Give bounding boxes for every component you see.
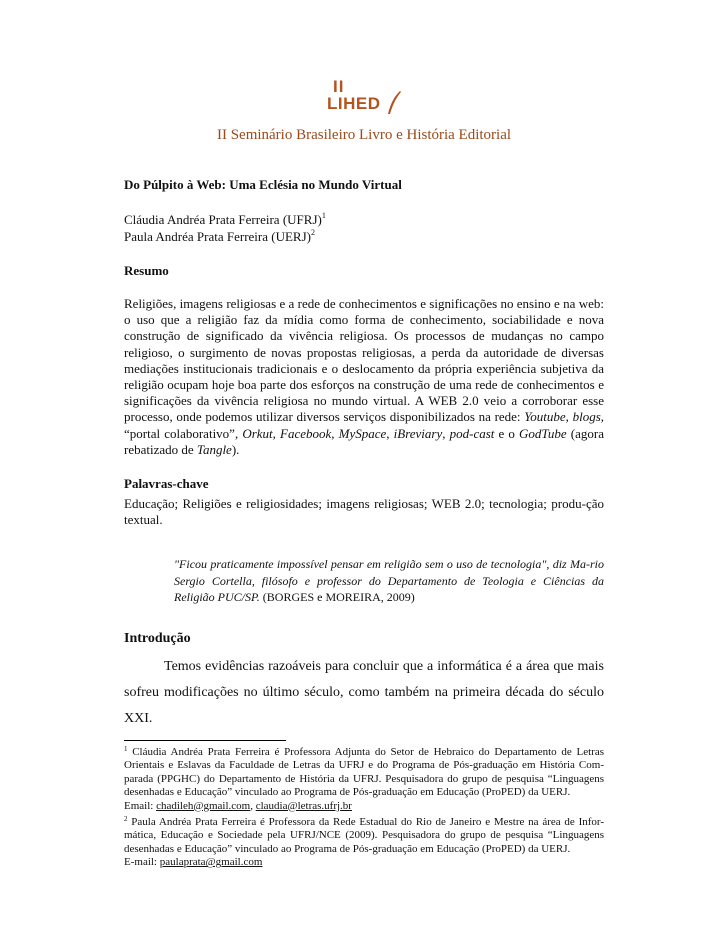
separator: ,: [250, 799, 256, 812]
footnote-1: [124, 743, 604, 813]
term-youtube: Youtube: [524, 409, 566, 425]
epigraph-quote: [174, 556, 604, 606]
email-label: E-mail:: [124, 856, 160, 869]
footnote-2-number: 2: [124, 815, 128, 824]
author-1-footnote-ref[interactable]: 1: [321, 211, 326, 220]
separator: ,: [565, 409, 573, 425]
term-godtube: GodTube: [519, 425, 567, 441]
palavras-text: Educação; Religiões e religiosidades; imagens religiosas; WEB 2.0; tecnologia; produ-ção textual.: [124, 496, 604, 528]
separator: ,: [272, 425, 281, 441]
author-2-footnote-ref[interactable]: 2: [311, 228, 315, 237]
footnote-1-text: Cláudia Andréa Prata Ferreira é Professora Adjunta do Setor de Hebraico do Departamento de Letras Orientais e Eslavas da Faculdade de Letras da UFRJ e do Programa de Pós-graduação em História Com-parada (PPGHC) do Departamento de História da UFRJ. Pesquisadora do grupo de pesquisa “Linguagens desenhadas e Educação” vinculado ao Programa de Pós-graduação em Educação (ProPED) da UERJ.: [124, 746, 604, 799]
author-2: [124, 228, 315, 245]
resumo-text: Religiões, imagens religiosas e a rede de conhecimentos e significações no ensino e na web: o uso que a religião faz da mídia como forma de conhecimento, sociabilidade e nova construção de significado da vivência religiosa. Os processos de mudanças no campo religioso, o surgimento de novas propostas religiosas, a perda da autoridade de diversas mediações institucionais tradicionais e o deslocamento da própria experiência subjetiva da religião ocupam hoje boa parte dos esforços na construção de uma rede de conhecimentos e significações da vivência religiosa no mundo virtual. A WEB 2.0 veio a corroborar esse processo, onde podemos utilizar diversos serviços disponibilizados na rede:: [124, 296, 604, 425]
separator: ,: [442, 425, 450, 441]
term-orkut: Orkut: [242, 425, 273, 441]
term-tangle: Tangle: [196, 441, 232, 457]
footnote-1-number: 1: [124, 745, 128, 753]
term-facebook: Facebook: [280, 425, 332, 441]
separator: ,: [386, 425, 394, 441]
lihed-logo: [327, 78, 407, 120]
email-link-claudia[interactable]: claudia@letras.ufrj.br: [255, 799, 352, 812]
paper-title: Do Púlpito à Web: Uma Eclésia no Mundo Virtual: [124, 177, 402, 192]
term-ibreviary: iBreviary: [393, 425, 443, 441]
email-link-chadileh[interactable]: chadileh@gmail.com: [156, 799, 251, 812]
logo-line1: II: [333, 77, 345, 96]
footnote-divider: [124, 740, 286, 741]
author-1: [124, 211, 326, 228]
footnote-2: [124, 813, 604, 870]
introducao-heading: Introdução: [124, 631, 191, 646]
introducao-text: Temos evidências razoáveis para concluir que a informática é a área que mais sofreu modificações no último século, como também na primeira década do século XXI.: [124, 659, 604, 726]
term-podcast: pod-cast: [449, 425, 495, 441]
term-myspace: MySpace: [338, 425, 387, 441]
footnotes: [124, 743, 604, 870]
connector: e o: [494, 425, 520, 441]
quill-icon: [385, 90, 403, 116]
author-2-name: Paula Andréa Prata Ferreira (UERJ): [124, 229, 311, 244]
author-1-name: Cláudia Andréa Prata Ferreira (UFRJ): [124, 212, 322, 227]
logo-line2: LIHED: [327, 94, 381, 113]
email-link-paulaprata[interactable]: paulaprata@gmail.com: [159, 856, 263, 869]
quote-text: "Ficou praticamente impossível pensar em religião sem o uso de tecnologia", diz Ma-rio Sergio Cortella, filósofo e professor do Departamento de Teologia e Ciências da Religião PUC/SP.: [174, 557, 604, 604]
email-label: Email:: [124, 799, 157, 812]
resumo-heading: Resumo: [124, 263, 169, 278]
seminar-title: II Seminário Brasileiro Livro e História Editorial: [216, 127, 512, 143]
footnote-2-text: Paula Andréa Prata Ferreira é Professora da Rede Estadual do Rio de Janeiro e Mestre na área de Infor-mática, Educação e Sociedade pela UFRJ/NCE (2009). Pesquisadora do grupo de pesquisa “Linguagens desenhadas e Educação” vinculado ao Programa de Pós-graduação em Educação (ProPED) da UERJ.: [124, 816, 604, 855]
term-portal: , “portal colaborativo”,: [124, 409, 605, 441]
connector: (agora rebatizado de: [124, 425, 604, 457]
palavras-heading: Palavras-chave: [124, 476, 209, 491]
introducao-paragraph: [124, 654, 604, 732]
term-blogs: blogs: [572, 409, 601, 425]
separator: ,: [331, 425, 339, 441]
quote-citation: (BORGES e MOREIRA, 2009): [259, 590, 415, 604]
closing: ).: [231, 441, 240, 457]
resumo-paragraph: [124, 296, 604, 458]
